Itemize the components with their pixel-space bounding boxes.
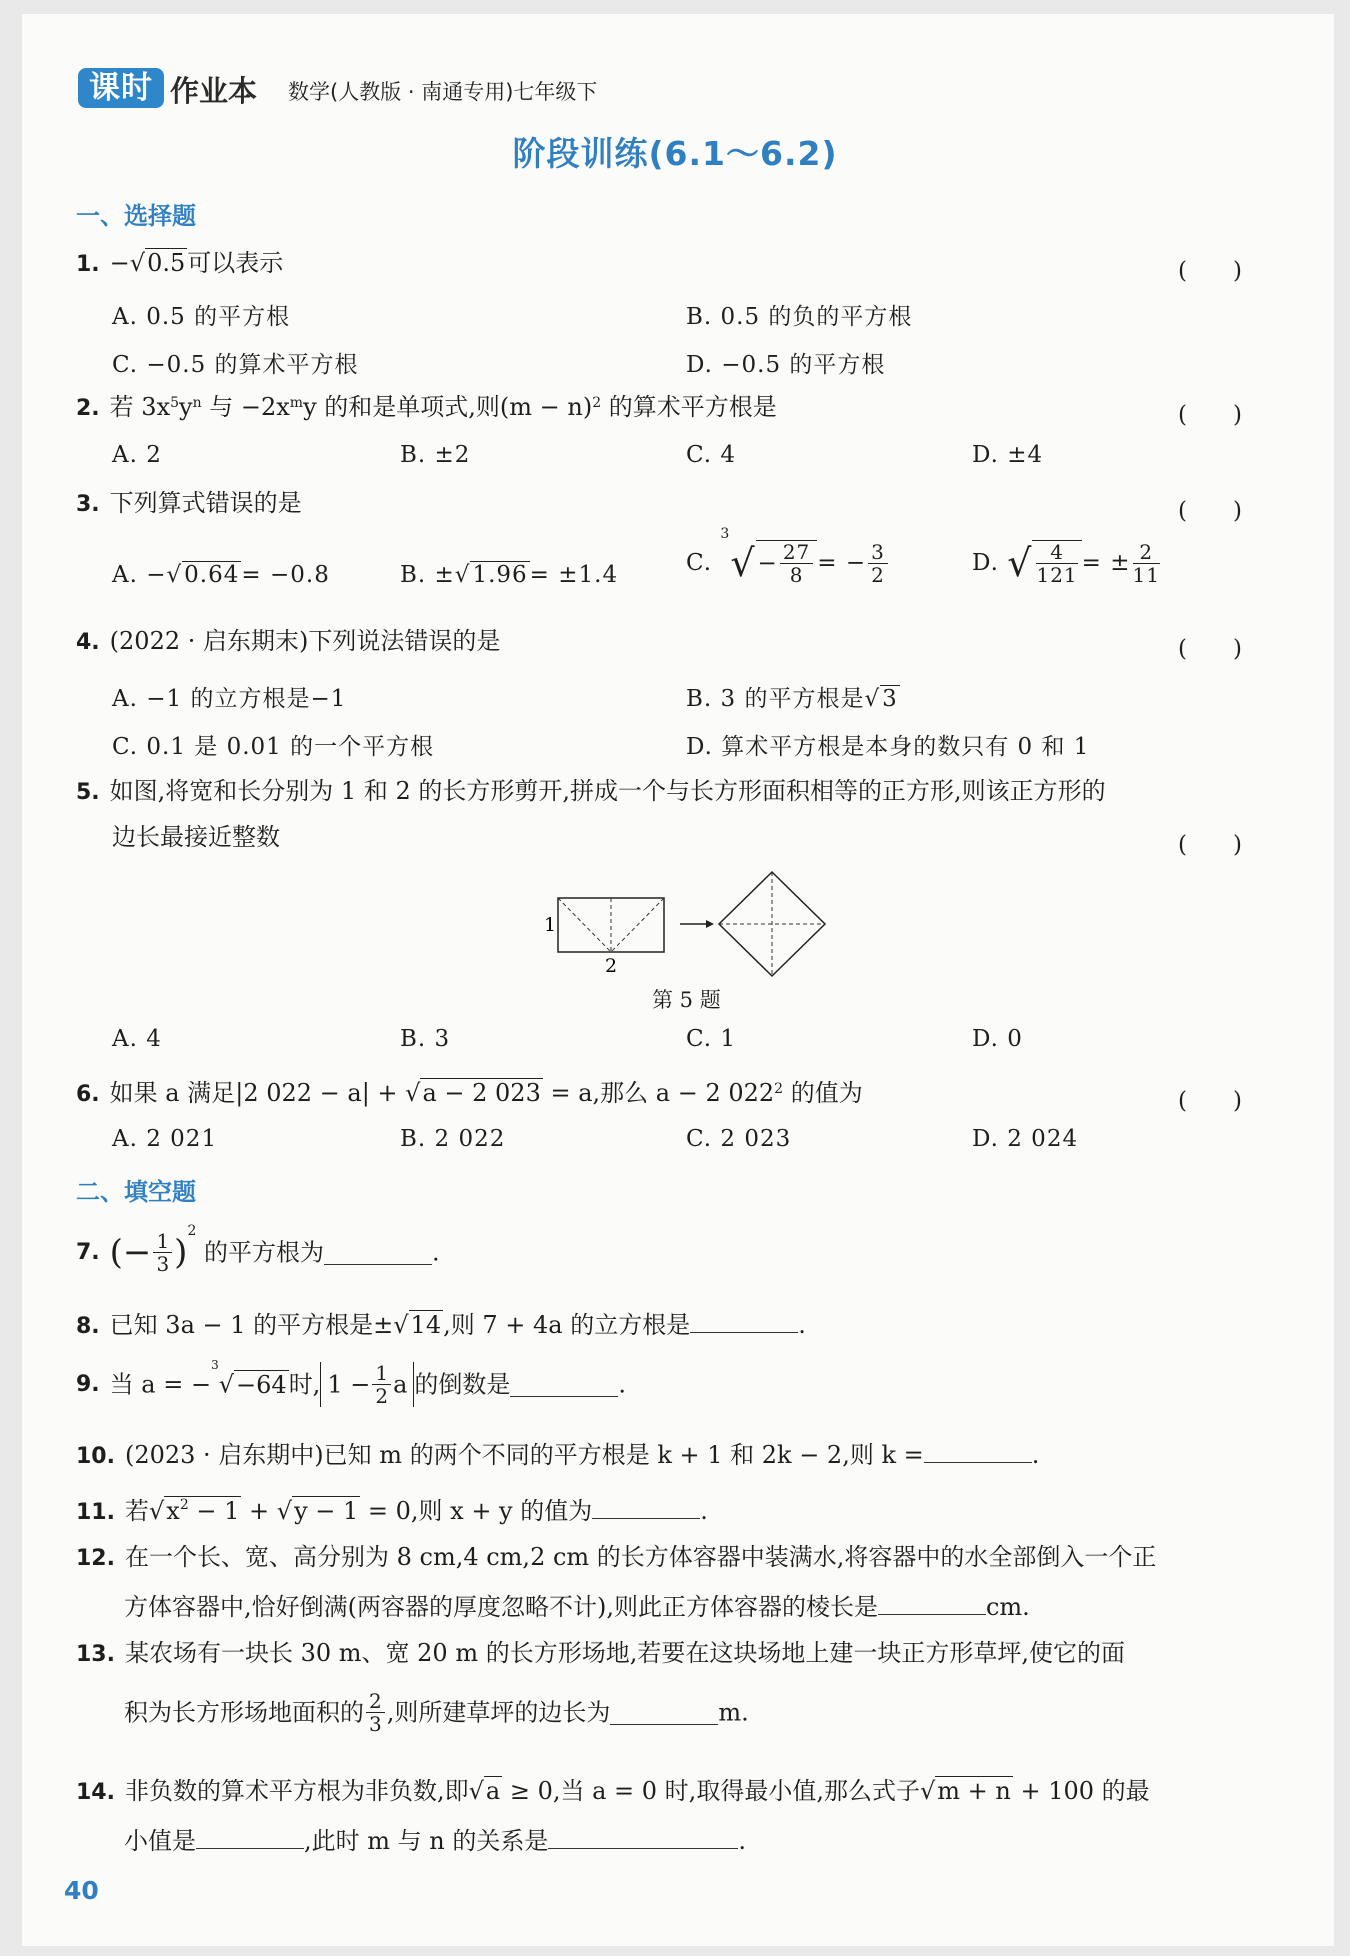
q13-numerator: 2 <box>366 1690 385 1713</box>
q3-d-result <box>1133 541 1160 586</box>
q7-fraction <box>153 1230 172 1275</box>
q8-s2: ,则 7 + 4a 的立方根是 <box>443 1311 691 1339</box>
q3-d-result-numerator: 2 <box>1133 541 1160 564</box>
q12-answer-blank[interactable] <box>878 1590 986 1615</box>
q7-denominator: 3 <box>156 1252 170 1276</box>
q4-option-d: D. 算术平方根是本身的数只有 0 和 1 <box>686 734 1090 760</box>
q11-s3: = 0,则 x + y 的值为 <box>360 1497 593 1525</box>
q12-number: 12. <box>76 1546 115 1571</box>
q2-s1: 若 3x <box>109 393 171 421</box>
q2-e2: n <box>192 395 202 411</box>
q5-figure <box>540 866 840 986</box>
q7-close-paren: ) <box>174 1232 188 1273</box>
q14-end: . <box>738 1827 746 1855</box>
publisher-logo: 课时 <box>78 68 164 108</box>
q3-d-pre: D. <box>972 550 999 576</box>
q2-e4: 2 <box>592 395 602 411</box>
q2-e3: m <box>289 395 304 411</box>
q9-s3: 的倒数是 <box>414 1370 511 1399</box>
q13-end: m. <box>718 1698 749 1727</box>
q2-option-d: D. ±4 <box>972 442 1044 468</box>
q6-radicand: a − 2 023 <box>422 1079 541 1107</box>
q8-end: . <box>798 1311 806 1339</box>
question-1 <box>76 248 283 280</box>
q9-s2: 时, <box>288 1370 321 1399</box>
q2-s4: y 的和是单项式,则(m − n) <box>303 393 593 421</box>
q3-c-result-denominator: 2 <box>871 562 885 587</box>
q4-option-c: C. 0.1 是 0.01 的一个平方根 <box>112 734 435 760</box>
q14-answer-blank-1[interactable] <box>196 1824 304 1849</box>
q6-option-c: C. 2 023 <box>686 1126 792 1152</box>
q2-e1: 5 <box>170 395 180 411</box>
q6-s3: 的值为 <box>783 1079 863 1107</box>
question-3 <box>76 488 302 520</box>
q9-index: 3 <box>211 1358 219 1372</box>
q12-line-1: 在一个长、宽、高分别为 8 cm,4 cm,2 cm 的长方体容器中装满水,将容器中的水全部倒入一个正 <box>124 1543 1157 1571</box>
q2-s3: 与 −2x <box>201 393 290 421</box>
q3-c-numerator: 27 <box>780 541 813 564</box>
question-7 <box>76 1223 440 1276</box>
q9-abs-post: a <box>393 1370 408 1399</box>
q2-option-c: C. 4 <box>686 442 737 468</box>
q1-number: 1. <box>76 252 100 277</box>
q6-option-d: D. 2 024 <box>972 1126 1079 1152</box>
q12-line-2 <box>124 1590 1030 1622</box>
q14-s2: ≥ 0,当 a = 0 时,取得最小值,那么式子√ <box>502 1777 936 1805</box>
q3-c-result <box>868 541 888 586</box>
arrow-icon <box>706 920 714 928</box>
q5-option-d: D. 0 <box>972 1026 1023 1052</box>
q7-open-paren: (− <box>109 1232 152 1273</box>
q3-option-c <box>686 526 890 587</box>
section-fill-heading: 二、填空题 <box>76 1178 196 1206</box>
q9-answer-blank[interactable] <box>510 1372 618 1397</box>
q8-number: 8. <box>76 1314 100 1339</box>
q7-text: 的平方根为 <box>196 1238 324 1267</box>
q3-c-denominator: 8 <box>789 563 804 587</box>
q3-answer-paren: ( ) <box>1178 498 1242 524</box>
q4-number: 4. <box>76 630 100 655</box>
q7-numerator: 1 <box>153 1230 172 1253</box>
q11-end: . <box>700 1497 708 1525</box>
q13-answer-blank[interactable] <box>610 1700 718 1725</box>
q3-d-denominator: 121 <box>1036 563 1078 587</box>
q14-answer-blank-2[interactable] <box>548 1824 738 1849</box>
q11-radicand-1 <box>164 1496 241 1525</box>
q9-fraction <box>372 1362 391 1407</box>
question-12 <box>76 1542 1156 1574</box>
q10-text: (2023 · 启东期中)已知 m 的两个不同的平方根是 k + 1 和 2k − 2,则 k = <box>124 1441 924 1469</box>
q5-line-1: 如图,将宽和长分别为 1 和 2 的长方形剪开,拼成一个与长方形面积相等的正方形,则该正方形的 <box>109 777 1106 805</box>
q1-radicand: 0.5 <box>147 249 186 277</box>
q9-denominator: 2 <box>375 1384 389 1408</box>
q13-line-2b: ,则所建草坪的边长为 <box>386 1698 611 1727</box>
q4-answer-paren: ( ) <box>1178 636 1242 662</box>
q13-line-2a: 积为长方形场地面积的 <box>124 1698 364 1727</box>
length-label: 2 <box>605 955 618 977</box>
q5-line-2: 边长最接近整数 <box>112 823 280 851</box>
q3-c-minus: − <box>757 550 778 577</box>
q13-number: 13. <box>76 1642 115 1667</box>
question-2 <box>76 392 777 424</box>
q7-exponent: 2 <box>187 1223 197 1239</box>
q3-a-pre: A. −√ <box>112 562 183 588</box>
q11-r1: x <box>166 1497 180 1525</box>
q6-s2: = a,那么 a − 2 022 <box>542 1079 775 1107</box>
q9-end: . <box>618 1370 627 1399</box>
q14-line-2a: 小值是 <box>124 1827 196 1855</box>
q11-radicand-2: y − 1 <box>294 1497 359 1525</box>
q2-s2: y <box>179 393 193 421</box>
q3-stem: 下列算式错误的是 <box>109 489 302 517</box>
q2-number: 2. <box>76 396 100 421</box>
q1-option-d: D. −0.5 的平方根 <box>686 352 886 378</box>
q11-s2: + √ <box>241 1497 293 1525</box>
question-6 <box>76 1078 863 1110</box>
q9-abs-pre: 1 − <box>327 1370 371 1399</box>
q6-s1: 如果 a 满足|2 022 − a| + √ <box>109 1079 421 1107</box>
q11-number: 11. <box>76 1500 115 1525</box>
q3-d-radicand <box>1032 540 1081 586</box>
q5-option-c: C. 1 <box>686 1026 737 1052</box>
q13-line-2 <box>124 1690 749 1735</box>
section-choice-heading: 一、选择题 <box>76 202 196 230</box>
q10-number: 10. <box>76 1444 115 1469</box>
q11-s1: 若√ <box>124 1497 165 1525</box>
q9-number: 9. <box>76 1371 100 1397</box>
q13-denominator: 3 <box>369 1712 382 1736</box>
q1-option-a: A. 0.5 的平方根 <box>112 304 291 330</box>
q6-answer-paren: ( ) <box>1178 1088 1242 1114</box>
q5-option-a: A. 4 <box>112 1026 162 1052</box>
q12-line-2-text: 方体容器中,恰好倒满(两容器的厚度忽略不计),则此正方体容器的棱长是 <box>124 1593 878 1621</box>
q10-end: . <box>1031 1441 1040 1469</box>
q3-c-fraction <box>780 541 813 586</box>
q14-number: 14. <box>76 1780 115 1805</box>
q3-a-post: = −0.8 <box>241 562 330 588</box>
q11-answer-blank[interactable] <box>592 1494 700 1519</box>
q6-option-a: A. 2 021 <box>112 1126 218 1152</box>
q3-number: 3. <box>76 492 100 517</box>
page-title: 阶段训练(6.1～6.2) <box>512 134 838 173</box>
q2-answer-paren: ( ) <box>1178 402 1242 428</box>
q5-figure-caption: 第 5 题 <box>652 988 721 1012</box>
q3-option-a <box>112 562 330 588</box>
q3-c-result-numerator: 3 <box>868 541 888 564</box>
q4-b-pre: B. 3 的平方根是√ <box>686 686 881 712</box>
cut-line-right <box>611 898 664 952</box>
subject-line: 数学(人教版 · 南通专用)七年级下 <box>288 80 598 104</box>
q14-s1: 非负数的算术平方根为非负数,即√ <box>124 1777 484 1805</box>
q3-d-result-denominator: 11 <box>1132 562 1160 587</box>
q2-option-a: A. 2 <box>112 442 162 468</box>
q3-d-numerator: 4 <box>1036 541 1077 564</box>
q9-numerator: 1 <box>372 1362 391 1385</box>
q1-option-b: B. 0.5 的负的平方根 <box>686 304 913 330</box>
q1-option-c: C. −0.5 的算术平方根 <box>112 352 359 378</box>
q3-c-eq: = − <box>817 550 867 576</box>
q13-line-1: 某农场有一块长 30 m、宽 20 m 的长方形场地,若要在这块场地上建一块正方形草坪,使它的面 <box>124 1639 1125 1667</box>
q8-s1: 已知 3a − 1 的平方根是±√ <box>109 1311 409 1339</box>
q1-stem-c: 可以表示 <box>187 249 284 277</box>
q9-radicand: −64 <box>236 1370 287 1399</box>
q8-answer-blank[interactable] <box>690 1308 798 1333</box>
q1-answer-paren: ( ) <box>1178 258 1242 284</box>
q5-answer-paren: ( ) <box>1178 832 1242 858</box>
q3-option-b <box>400 562 618 588</box>
q1-stem-a: −√ <box>109 249 146 277</box>
q7-end: . <box>432 1238 440 1267</box>
q9-s1: 当 a = − <box>109 1370 212 1399</box>
q6-option-b: B. 2 022 <box>400 1126 506 1152</box>
q14-line-2b: ,此时 m 与 n 的关系是 <box>304 1827 549 1855</box>
question-8 <box>76 1308 806 1342</box>
q14-radicand-1: a <box>485 1777 501 1805</box>
q9-radical-sign: √ <box>218 1370 235 1399</box>
brand-name: 作业本 <box>170 74 258 108</box>
q5-option-b: B. 3 <box>400 1026 451 1052</box>
q3-d-fraction <box>1036 541 1077 586</box>
question-11 <box>76 1494 708 1528</box>
q3-d-radical-sign: √ <box>1007 541 1033 585</box>
q6-number: 6. <box>76 1082 100 1107</box>
q13-fraction <box>366 1690 385 1735</box>
cut-line-left <box>558 898 611 952</box>
q3-b-pre: B. ±√ <box>400 562 471 588</box>
q7-number: 7. <box>76 1239 100 1265</box>
q4-option-b <box>686 680 900 713</box>
q5-number: 5. <box>76 780 100 805</box>
q14-s3: + 100 的最 <box>1012 1777 1150 1805</box>
q4-option-a: A. −1 的立方根是−1 <box>112 686 347 712</box>
q3-c-radicand <box>756 540 818 586</box>
question-13 <box>76 1638 1125 1670</box>
question-10 <box>76 1438 1039 1472</box>
q3-b-radicand: 1.96 <box>472 562 528 588</box>
q3-a-radicand: 0.64 <box>184 562 240 588</box>
q14-radicand-2: m + n <box>937 1777 1011 1805</box>
q3-option-d <box>972 540 1162 586</box>
q6-exponent: 2 <box>774 1081 784 1097</box>
width-label: 1 <box>544 914 557 936</box>
q7-answer-blank[interactable] <box>324 1240 432 1265</box>
q3-c-radical-sign: √ <box>730 541 756 585</box>
q12-end: cm. <box>985 1593 1030 1621</box>
q10-answer-blank[interactable] <box>924 1438 1032 1463</box>
q8-radicand: 14 <box>410 1311 442 1339</box>
q3-c-index: 3 <box>720 526 731 542</box>
q4-b-radicand: 3 <box>882 686 898 712</box>
q2-s5: 的算术平方根是 <box>601 393 777 421</box>
q14-line-2 <box>124 1824 746 1856</box>
q3-d-eq: = ± <box>1081 550 1131 576</box>
question-9 <box>76 1358 627 1408</box>
q3-b-post: = ±1.4 <box>529 562 619 588</box>
q2-option-b: B. ±2 <box>400 442 471 468</box>
q4-stem: (2022 · 启东期末)下列说法错误的是 <box>109 627 501 655</box>
question-14 <box>76 1776 1150 1808</box>
page-number: 40 <box>64 1876 99 1905</box>
q9-absolute-value <box>320 1362 414 1407</box>
q3-c-pre: C. <box>686 550 713 576</box>
q11-e1: 2 <box>179 1497 189 1513</box>
q11-r1b: − 1 <box>188 1497 240 1525</box>
question-4 <box>76 626 500 658</box>
question-5 <box>76 776 1106 808</box>
